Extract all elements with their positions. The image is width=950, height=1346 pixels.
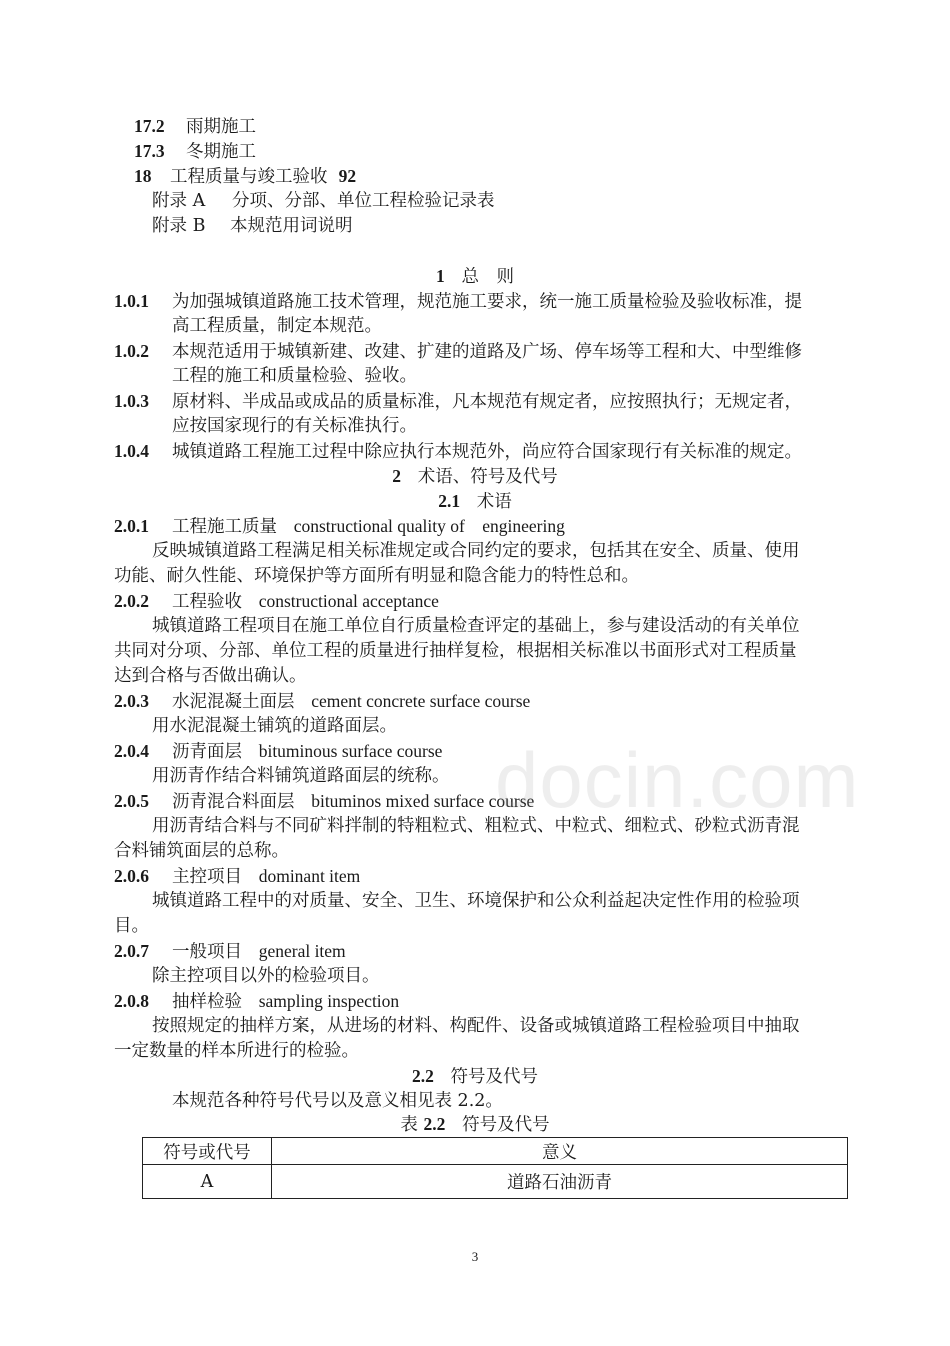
term-description: 合料铺筑面层的总称。	[114, 841, 289, 861]
term-description: 功能、耐久性能、环境保护等方面所有明显和隐含能力的特性总和。	[114, 566, 639, 586]
term-description: 反映城镇道路工程满足相关标准规定或合同约定的要求，包括其在安全、质量、使用	[152, 541, 800, 561]
clause-continuation: 应按国家现行的有关标准执行。	[172, 416, 417, 436]
clause-continuation: 高工程质量，制定本规范。	[172, 316, 382, 336]
clause: 1.0.4 城镇道路工程施工过程中除应执行本规范外，尚应符合国家现行有关标准的规定。	[114, 441, 802, 462]
term-heading: 2.0.8 抽样检验 sampling inspection	[114, 991, 400, 1012]
toc-item: 附录 A 分项、分部、单位工程检验记录表	[152, 191, 495, 211]
term-heading: 2.0.1 工程施工质量 constructional quality of engineering	[114, 516, 565, 537]
table-row	[143, 1165, 848, 1199]
table-caption: 表 2.2 符号及代号	[400, 1114, 550, 1135]
term-heading: 2.0.6 主控项目 dominant item	[114, 866, 361, 887]
clause: 1.0.2 本规范适用于城镇新建、改建、扩建的道路及广场、停车场等工程和大、中型维修	[114, 341, 802, 362]
chapter-heading: 1 总 则	[436, 266, 514, 287]
term-description: 达到合格与否做出确认。	[114, 666, 307, 686]
term-heading: 2.0.3 水泥混凝土面层 cement concrete surface course	[114, 691, 531, 712]
clause: 1.0.3 原材料、半成品或成品的质量标准，凡本规范有规定者，应按照执行；无规定者，	[114, 391, 802, 412]
page-number: 3	[471, 1249, 479, 1264]
toc-item: 17.3 冬期施工	[134, 141, 256, 162]
term-description: 按照规定的抽样方案，从进场的材料、构配件、设备或城镇道路工程检验项目中抽取	[152, 1016, 800, 1036]
toc-item: 附录 B 本规范用词说明	[152, 216, 353, 236]
term-description: 共同对分项、分部、单位工程的质量进行抽样复检，根据相关标准以书面形式对工程质量	[114, 641, 797, 661]
term-heading: 2.0.4 沥青面层 bituminous surface course	[114, 741, 443, 762]
term-description: 目。	[114, 916, 149, 936]
clause-continuation: 工程的施工和质量检验、验收。	[172, 366, 417, 386]
watermark: docin.com	[495, 736, 860, 824]
chapter-heading: 2 术语、符号及代号	[392, 466, 558, 487]
term-description: 城镇道路工程项目在施工单位自行质量检查评定的基础上，参与建设活动的有关单位	[152, 616, 800, 636]
term-heading: 2.0.2 工程验收 constructional acceptance	[114, 591, 439, 612]
section-heading: 2.1 术语	[438, 491, 512, 512]
term-heading: 2.0.7 一般项目 general item	[114, 941, 346, 962]
term-description: 城镇道路工程中的对质量、安全、卫生、环境保护和公众利益起决定性作用的检验项	[152, 891, 800, 911]
table-cell: 道路石油沥青	[272, 1165, 848, 1199]
table-header-cell: 意义	[272, 1138, 848, 1165]
section-intro: 本规范各种符号代号以及意义相见表 2.2。	[172, 1091, 503, 1111]
toc-item: 17.2 雨期施工	[134, 116, 256, 137]
table-header-cell: 符号或代号	[143, 1138, 272, 1165]
symbols-table	[142, 1137, 848, 1199]
term-description: 用沥青结合料与不同矿料拌制的特粗粒式、粗粒式、中粒式、细粒式、砂粒式沥青混	[152, 816, 800, 836]
clause: 1.0.1 为加强城镇道路施工技术管理，规范施工要求，统一施工质量检验及验收标准，提	[114, 291, 802, 312]
term-description: 一定数量的样本所进行的检验。	[114, 1041, 359, 1061]
table-cell: A	[143, 1165, 272, 1199]
term-heading: 2.0.5 沥青混合料面层 bituminos mixed surface course	[114, 791, 535, 812]
term-description: 除主控项目以外的检验项目。	[152, 966, 380, 986]
term-description: 用水泥混凝土铺筑的道路面层。	[152, 716, 397, 736]
section-heading: 2.2 符号及代号	[411, 1066, 539, 1087]
toc-item: 18 工程质量与竣工验收 92	[134, 166, 357, 187]
table-header-row	[143, 1138, 848, 1165]
term-description: 用沥青作结合料铺筑道路面层的统称。	[152, 766, 450, 786]
